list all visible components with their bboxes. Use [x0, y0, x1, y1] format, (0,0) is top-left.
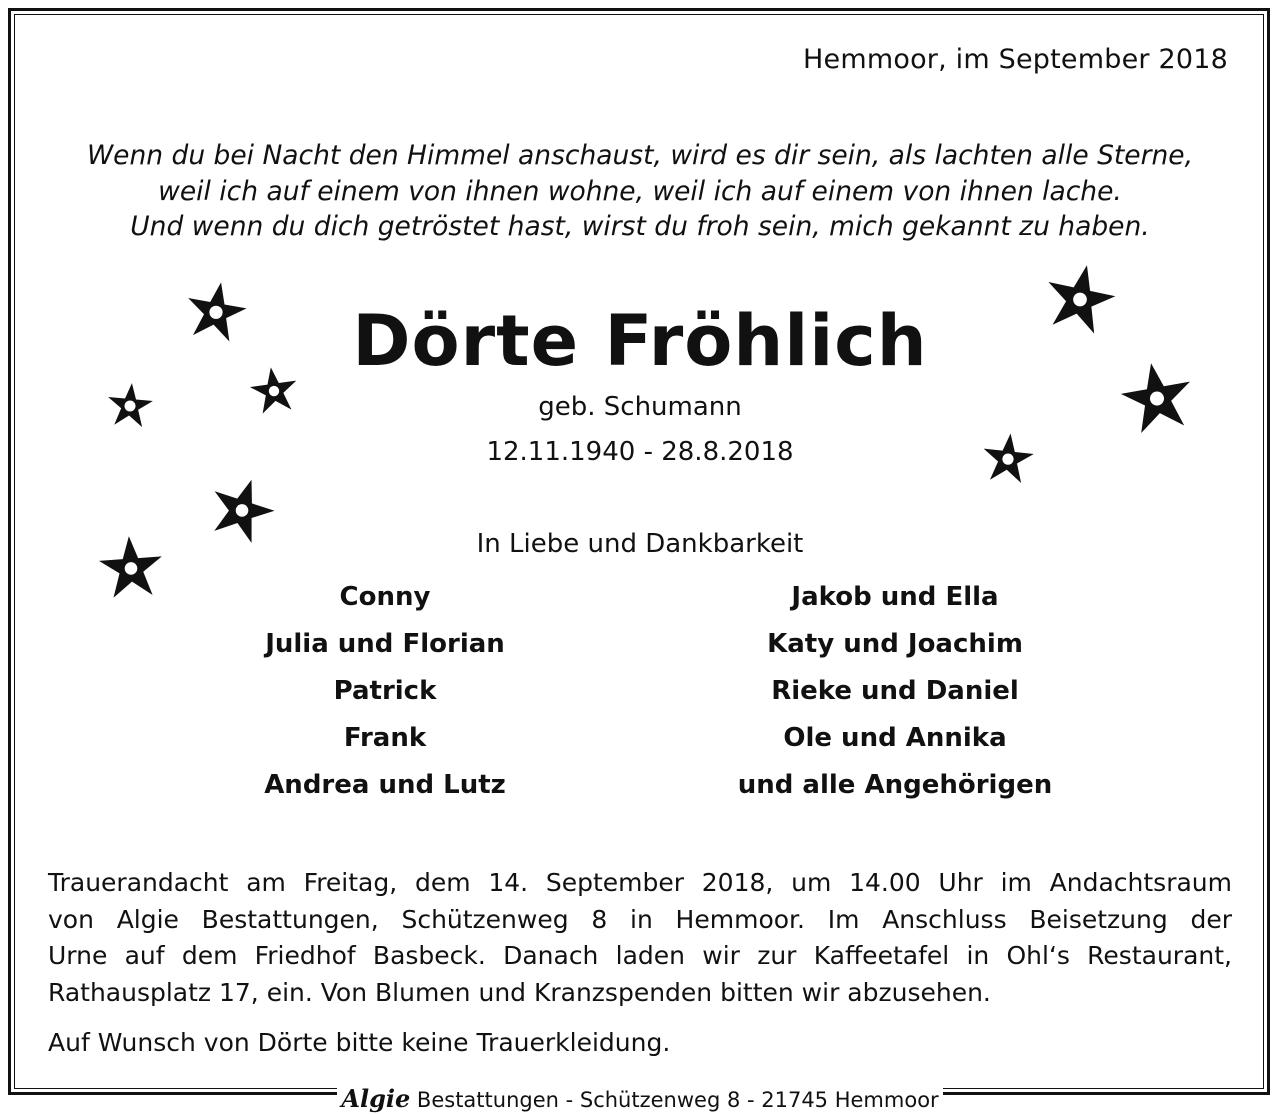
mourner-name: Conny	[339, 582, 431, 612]
poem	[0, 138, 1280, 245]
poem-line: weil ich auf einem von ihnen wohne, weil ich auf einem von ihnen lache.	[158, 175, 1122, 207]
mourner-name: Katy und Joachim	[767, 629, 1023, 659]
mourner-name: Ole und Annika	[783, 723, 1007, 753]
notice-line: von Algie Bestattungen, Schützenweg 8 in Hemmoor. Im Anschluss Beisetzung der	[48, 904, 1232, 934]
mourners-right-column	[665, 578, 1125, 813]
mourners-intro: In Liebe und Dankbarkeit	[476, 529, 804, 559]
mourner-name: Frank	[343, 723, 427, 753]
dress-code-wish: Auf Wunsch von Dörte bitte keine Trauerkleidung.	[48, 1028, 671, 1057]
mourner-name: Julia und Florian	[265, 629, 505, 659]
mourner-name: Rieke und Daniel	[771, 676, 1019, 706]
mourners-left-column	[155, 578, 615, 813]
notice-line: Urne auf dem Friedhof Basbeck. Danach laden wir zur Kaffeetafel in Ohl‘s Restaurant,	[48, 941, 1232, 970]
mourner-name: Patrick	[333, 676, 437, 706]
poem-line: Wenn du bei Nacht den Himmel anschaust, wird es dir sein, als lachten alle Sterne,	[86, 140, 1193, 171]
funeral-notice	[48, 865, 1232, 1011]
mourner-name: und alle Angehörigen	[737, 770, 1053, 800]
footer	[0, 1084, 1280, 1113]
place-date: Hemmoor, im September 2018	[803, 44, 1228, 75]
footer-address: Bestattungen - Schützenweg 8 - 21745 Hemmoor	[416, 1088, 939, 1112]
life-dates: 12.11.1940 - 28.8.2018	[486, 437, 794, 467]
birth-name: geb. Schumann	[538, 392, 742, 422]
mourner-name: Jakob und Ella	[791, 582, 999, 612]
mourner-name: Andrea und Lutz	[264, 770, 506, 800]
deceased-name: Dörte Fröhlich	[352, 300, 928, 382]
notice-line: Trauerandacht am Freitag, dem 14. September 2018, um 14.00 Uhr im Andachtsraum	[48, 868, 1232, 897]
notice-line: Rathausplatz 17, ein. Von Blumen und Kranzspenden bitten wir abzusehen.	[48, 977, 991, 1007]
poem-line: Und wenn du dich getröstet hast, wirst du froh sein, mich gekannt zu haben.	[130, 211, 1150, 242]
footer-content	[337, 1084, 942, 1113]
funeral-home-logo: Algie	[341, 1084, 411, 1113]
